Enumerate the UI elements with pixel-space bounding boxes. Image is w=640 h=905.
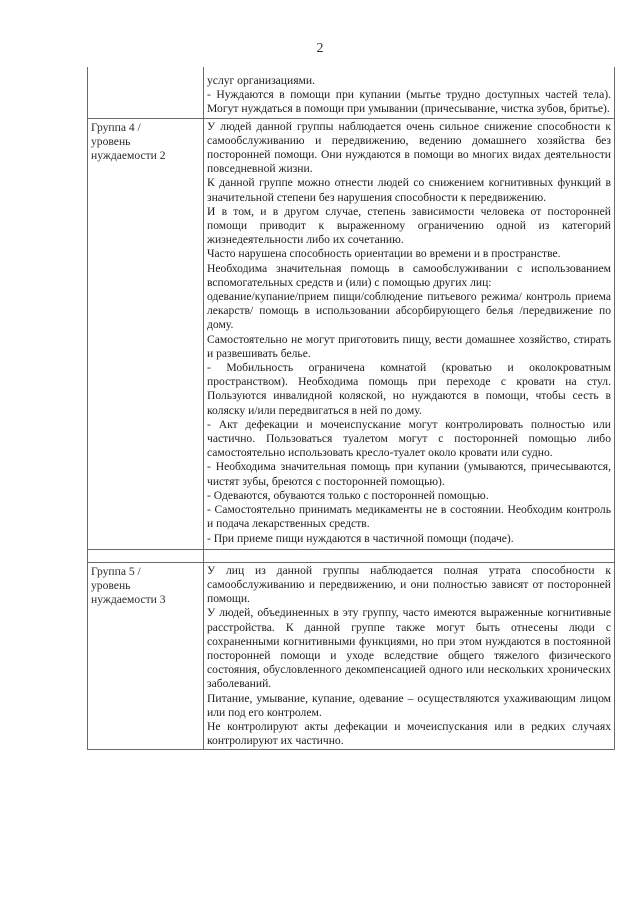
paragraph: И в том, и в другом случае, степень зависимости человека от посторонней помощи приводит к выраженному ограничению одной из категорий жизнедеятельности либо их сочетанию. — [207, 204, 611, 247]
table-row-group-5 — [88, 562, 615, 750]
group-cell-group-4 — [88, 118, 204, 549]
paragraph: - Нуждаются в помощи при купании (мытье трудно доступных частей тела). Могут нуждаться в помощи при умывании (причесывание, чистка зубов, бритье). — [207, 88, 611, 116]
description-cell-group-5 — [204, 562, 615, 750]
paragraph: одевание/купание/прием пищи/соблюдение питьевого режима/ контроль приема лекарств/ помощь в использовании абсорбирующего белья /передвижение по дому. — [207, 290, 611, 332]
table-row-continuation — [88, 67, 615, 118]
spacer-cell — [88, 549, 204, 562]
paragraph: - Самостоятельно принимать медикаменты не в состоянии. Необходим контроль и подача лекарственных средств. — [207, 503, 611, 531]
table-row-group-4 — [88, 118, 615, 549]
paragraph: У людей, объединенных в эту группу, часто имеются выраженные когнитивные расстройства. К данной группе также могут быть отнесены люди с сохраненными когнитивными функциями, но при этом нуждаются в постоянной посторонней помощи и уходе вследствие общего тяжелого физического состояния, обусловленного декомпенсацией одного или нескольких хронических заболеваний. — [207, 606, 611, 691]
group-cell-group-5 — [88, 562, 204, 750]
paragraph: У людей данной группы наблюдается очень сильное снижение способности к самообслуживанию и передвижению, ведению домашнего хозяйства без посторонней помощи. Они нуждаются в помощи во многих видах деятельности повседневной жизни. — [207, 119, 611, 176]
paragraph: - Акт дефекации и мочеиспускание могут контролировать полностью или частично. Пользоваться туалетом могут с посторонней помощью либо самостоятельно использовать кресло-туалет около кровати или судно. — [207, 417, 611, 460]
description-cell-continuation — [204, 67, 615, 118]
paragraph: Необходима значительная помощь в самообслуживании с использованием вспомогательных средств и (или) с помощью других лиц: — [207, 261, 611, 289]
group-5-label-line2: уровень — [91, 578, 131, 592]
description-cell-group-4 — [204, 118, 615, 549]
paragraph: Часто нарушена способность ориентации во времени и в пространстве. — [207, 247, 561, 261]
care-needs-table — [87, 67, 615, 750]
group-5-label-line1: Группа 5 / — [91, 564, 141, 578]
paragraph: - Необходима значительная помощь при купании (умываются, причесываются, чистят зубы, бреются с посторонней помощью). — [207, 460, 611, 488]
group-4-label-line2: уровень — [91, 134, 131, 148]
table-row-spacer — [88, 549, 615, 562]
spacer-cell — [204, 549, 615, 562]
paragraph: - При приеме пищи нуждаются в частичной помощи (подаче). — [207, 531, 514, 545]
paragraph: Питание, умывание, купание, одевание – осуществляются ухаживающим лицом или под его контролем. — [207, 691, 611, 719]
paragraph: услуг организациями. — [207, 74, 315, 87]
paragraph: - Мобильность ограничена комнатой (кроватью и околокроватным пространством). Необходима помощь при переходе с кровати на стул. Пользуются инвалидной коляской, но нуждаются в помощи, чтобы сесть в коляску и/или передвигаться в ней по дому. — [207, 361, 611, 417]
paragraph: - Одеваются, обуваются только с посторонней помощью. — [207, 488, 489, 502]
paragraph: Самостоятельно не могут приготовить пищу, вести домашнее хозяйство, стирать и развешивать белье. — [207, 332, 611, 360]
paragraph: У лиц из данной группы наблюдается полная утрата способности к самообслуживанию и передвижению, и они полностью зависят от посторонней помощи. — [207, 563, 611, 606]
page-number: 2 — [316, 41, 324, 56]
group-cell-continuation — [88, 67, 204, 118]
paragraph: Не контролируют акты дефекации и мочеиспускания или в редких случаях контролируют их частично. — [207, 719, 611, 748]
group-4-label-line3: нуждаемости 2 — [91, 149, 166, 163]
paragraph: К данной группе можно отнести людей со снижением когнитивных функций в значительной степени без нарушения способности к передвижению. — [207, 176, 611, 204]
group-5-label-line3: нуждаемости 3 — [91, 593, 166, 607]
group-4-label-line1: Группа 4 / — [91, 120, 141, 134]
